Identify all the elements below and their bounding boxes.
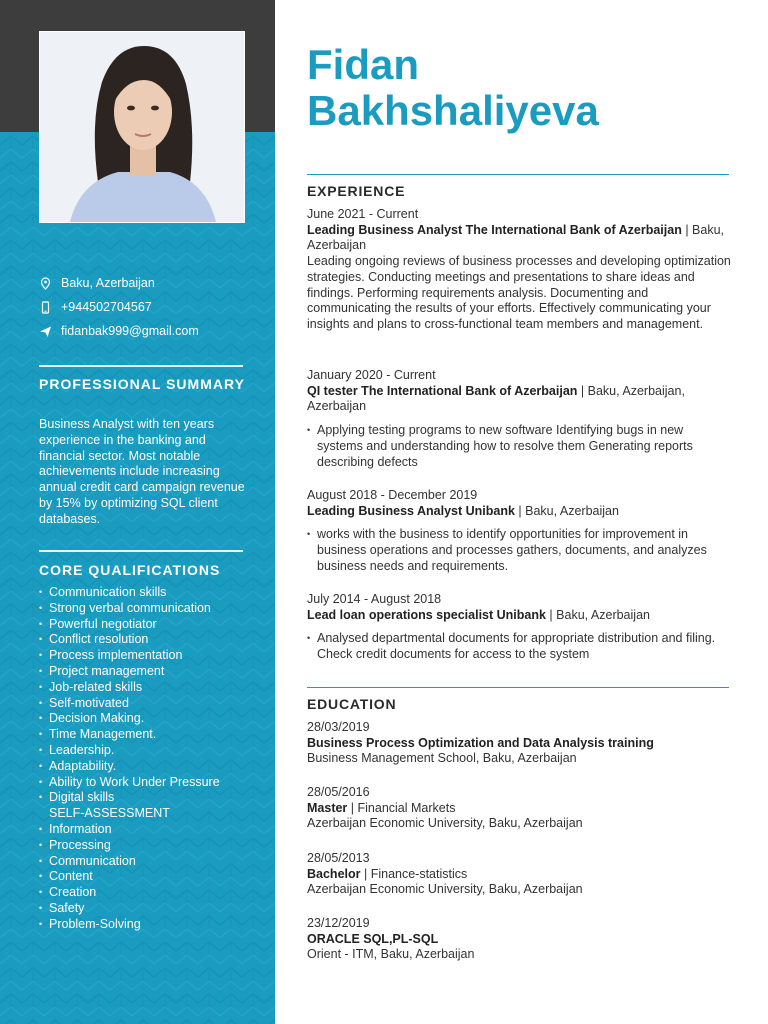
list-item: • Communication skills	[39, 585, 220, 601]
education-title: ORACLE SQL,PL-SQL	[307, 931, 439, 946]
list-item: • Process implementation	[39, 648, 220, 664]
education-title: Bachelor	[307, 866, 361, 881]
job-dates: January 2020 - Current	[307, 368, 436, 382]
job-bullet: • Analysed departmental documents for appropriate distribution and filing. Check credit documents for access to the system	[307, 631, 732, 662]
list-item: • Safety	[39, 901, 220, 917]
list-item: • Strong verbal communication	[39, 601, 220, 617]
job-title: QI tester The International Bank of Azerbaijan	[307, 383, 578, 398]
education-title: Master	[307, 800, 348, 815]
location-pin-icon	[39, 277, 52, 290]
education-entry	[307, 851, 732, 898]
job-entry	[307, 368, 732, 470]
job-title: Lead loan operations specialist Unibank	[307, 607, 546, 622]
education-field: Financial Markets	[357, 800, 456, 815]
education-date: 28/05/2016	[307, 785, 370, 799]
education-institution: Orient - ITM, Baku, Azerbaijan	[307, 947, 475, 962]
profile-photo	[39, 31, 245, 223]
education-field: Finance-statistics	[370, 866, 468, 881]
education-institution: Business Management School, Baku, Azerbaijan	[307, 751, 577, 766]
summary-text: Business Analyst with ten years experience in the banking and financial sector. Most notable achievements include increasing annual credit card campaign revenue by 15% by optimizing SQL client databases.	[39, 417, 245, 526]
job-dates: June 2021 - Current	[307, 207, 419, 221]
job-location: Baku, Azerbaijan, Azerbaijan	[307, 383, 685, 414]
list-item: • Powerful negotiator	[39, 617, 220, 633]
list-item: • Digital skills	[39, 790, 220, 806]
list-item: • Adaptability.	[39, 759, 220, 775]
first-name: Fidan	[307, 41, 419, 88]
self-assessment-subheading: SELF-ASSESSMENT	[49, 806, 170, 821]
separator: |	[360, 866, 371, 881]
list-item: • Information	[39, 822, 220, 838]
job-bullet: • Applying testing programs to new software Identifying bugs in new systems and understanding how to resolve them Generating reports describing defects	[307, 423, 732, 470]
education-title: Business Process Optimization and Data Analysis training	[307, 735, 654, 750]
sidebar	[0, 0, 275, 1024]
list-item: • Decision Making.	[39, 711, 220, 727]
job-location: Baku, Azerbaijan	[525, 503, 619, 518]
phone-text[interactable]: +944502704567	[61, 300, 152, 314]
job-entry	[307, 207, 732, 333]
list-item: • Creation	[39, 885, 220, 901]
list-item: • Content	[39, 869, 220, 885]
job-dates: August 2018 - December 2019	[307, 488, 478, 502]
education-institution: Azerbaijan Economic University, Baku, Azerbaijan	[307, 816, 583, 831]
separator: |	[577, 383, 588, 398]
divider	[39, 365, 243, 367]
education-date: 28/03/2019	[307, 720, 370, 734]
section-divider	[307, 174, 729, 175]
send-icon	[39, 325, 52, 338]
divider	[39, 550, 243, 552]
job-title: Leading Business Analyst The International Bank of Azerbaijan	[307, 222, 682, 237]
list-item: • Time Management.	[39, 727, 220, 743]
separator: |	[545, 607, 557, 622]
job-entry	[307, 488, 732, 575]
education-entry	[307, 785, 732, 832]
job-description: Leading ongoing reviews of business processes and developing optimization strategies. Conducting meetings and presentations to share ideas and findings. Performing requirements analysis. Documenting and communicating the results of your efforts. Effectively communicating your insights and plans to cross-functional team members and management.	[307, 254, 731, 331]
contact-email	[39, 324, 199, 338]
last-name: Bakhshaliyeva	[307, 87, 599, 134]
job-location: Baku, Azerbaijan	[556, 607, 650, 622]
list-item: • Leadership.	[39, 743, 220, 759]
phone-icon	[39, 301, 52, 314]
list-item: • Ability to Work Under Pressure	[39, 775, 220, 791]
education-heading: EDUCATION	[307, 696, 397, 712]
education-date: 23/12/2019	[307, 916, 370, 930]
list-item: • Processing	[39, 838, 220, 854]
education-institution: Azerbaijan Economic University, Baku, Azerbaijan	[307, 882, 583, 897]
qualifications-list	[39, 585, 220, 933]
education-entry	[307, 916, 732, 963]
job-title: Leading Business Analyst Unibank	[307, 503, 515, 518]
contact-location	[39, 276, 155, 290]
location-text: Baku, Azerbaijan	[61, 276, 155, 290]
separator: |	[514, 503, 526, 518]
list-item: • Communication	[39, 854, 220, 870]
candidate-name	[307, 42, 599, 134]
section-divider	[307, 687, 729, 688]
list-item: • Project management	[39, 664, 220, 680]
education-entry	[307, 720, 732, 767]
summary-heading: PROFESSIONAL SUMMARY	[39, 376, 245, 392]
separator: |	[347, 800, 358, 815]
email-link[interactable]: fidanbak999@gmail.com	[61, 324, 199, 338]
list-item: • Problem-Solving	[39, 917, 220, 933]
job-dates: July 2014 - August 2018	[307, 592, 442, 606]
education-date: 28/05/2013	[307, 851, 370, 865]
qualifications-heading: CORE QUALIFICATIONS	[39, 562, 221, 578]
job-location: Baku, Azerbaijan	[307, 222, 725, 253]
list-item: • Job-related skills	[39, 680, 220, 696]
list-item: • Conflict resolution	[39, 632, 220, 648]
contact-phone	[39, 300, 152, 314]
list-item: • Self-motivated	[39, 696, 220, 712]
separator: |	[681, 222, 693, 237]
job-entry	[307, 592, 732, 663]
job-bullet: • works with the business to identify opportunities for improvement in business operations and processes gathers, documents, and analyzes business needs and requirements.	[307, 527, 732, 574]
experience-heading: EXPERIENCE	[307, 183, 406, 199]
